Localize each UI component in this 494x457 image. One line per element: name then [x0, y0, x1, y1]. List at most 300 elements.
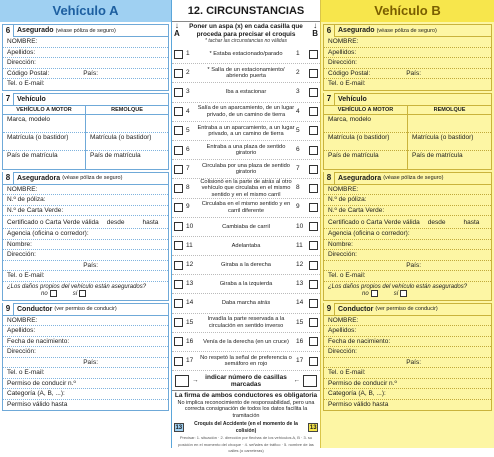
field-label: Categoría (A, B, ...):	[328, 390, 386, 397]
circumstance-row	[172, 83, 320, 102]
circumstance-checkbox-a[interactable]	[174, 299, 183, 308]
section-subtitle: (véase póliza de seguro)	[376, 27, 437, 34]
circumstance-checkbox-a[interactable]	[174, 184, 183, 193]
circumstance-number: 15	[186, 318, 194, 326]
field-label: Agencia (oficina o corredor):	[7, 230, 89, 237]
column-b-label: B	[312, 28, 318, 38]
agency-name-field-b[interactable]	[324, 240, 491, 251]
section-title: Aseguradora	[338, 174, 382, 182]
reg-country-field-a[interactable]	[3, 151, 85, 169]
circumstance-number: 1	[186, 49, 190, 57]
license-field-a[interactable]	[3, 379, 168, 390]
driver-section-a	[2, 303, 169, 412]
circumstance-checkbox-b[interactable]	[309, 241, 318, 250]
circumstance-row	[172, 103, 320, 122]
field-label: Apellidos:	[328, 327, 357, 334]
arrow-down-a-icon: ↓ A	[174, 21, 180, 38]
field-label: País de matrícula	[412, 151, 463, 159]
circumstance-row	[172, 352, 320, 371]
field-label: Apellidos:	[7, 327, 36, 334]
croquis-row	[174, 421, 318, 434]
field-label: País de matrícula	[7, 151, 58, 159]
circumstance-checkbox-b[interactable]	[309, 318, 318, 327]
yes-label: sí	[72, 290, 78, 297]
section-title: Aseguradora	[17, 174, 61, 182]
driver-phone-field-a[interactable]	[3, 368, 168, 379]
vehicle-section-a	[2, 93, 169, 170]
driver-birth-field-a[interactable]	[3, 337, 168, 348]
agency-phone-field-b[interactable]	[324, 271, 491, 282]
field-label: Código Postal:	[328, 69, 371, 77]
certificate-field-b[interactable]	[324, 216, 491, 229]
circumstance-checkbox-b[interactable]	[309, 107, 318, 116]
circumstance-number: 16	[186, 337, 194, 345]
agency-address-field-a[interactable]	[3, 250, 168, 261]
license-field-b[interactable]	[324, 379, 491, 390]
field-label: País:	[83, 69, 98, 77]
field-label: N.º de póliza:	[328, 196, 367, 203]
insured-address-field-b[interactable]	[324, 58, 491, 69]
circumstance-row	[172, 64, 320, 83]
circumstance-number: 8	[186, 184, 190, 192]
circumstance-number: 4	[186, 107, 190, 115]
field-label: Permiso de conducir n.º	[7, 379, 76, 387]
total-box-a[interactable]	[175, 375, 189, 387]
vehicle-b-title: Vehículo B	[321, 0, 494, 22]
field-label: NOMBRE:	[328, 185, 359, 193]
field-label: ¿Los daños propios del vehículo están asegurados?	[7, 283, 147, 290]
field-label: Tel. o E-mail:	[328, 369, 366, 376]
insured-section-a	[2, 24, 169, 91]
driver-country-field-b[interactable]	[324, 358, 491, 369]
circumstance-checkbox-a[interactable]	[174, 357, 183, 366]
field-label: Nombre:	[7, 240, 32, 248]
circumstance-number: 14	[186, 299, 194, 307]
circumstance-checkbox-a[interactable]	[174, 107, 183, 116]
insured-section-b	[323, 24, 492, 91]
damage-insured-question-a	[3, 282, 168, 300]
circumstance-number: 9	[296, 203, 300, 211]
circumstance-checkbox-a[interactable]	[174, 126, 183, 135]
field-label: hasta	[463, 219, 480, 226]
circumstance-checkbox-b[interactable]	[309, 357, 318, 366]
driver-name-field-b[interactable]	[324, 316, 491, 327]
yes-label: sí	[393, 290, 399, 297]
circumstance-checkbox-b[interactable]	[309, 261, 318, 270]
circumstance-checkbox-a[interactable]	[174, 241, 183, 250]
field-label: Tel. o E-mail:	[328, 272, 366, 279]
damage-insured-question-b	[324, 282, 491, 300]
croquis-number-b: 13	[309, 425, 317, 432]
circumstance-number: 11	[296, 241, 303, 249]
insurer-name-field-b[interactable]	[324, 185, 491, 196]
field-label: País:	[83, 261, 98, 269]
circumstance-number: 4	[296, 107, 300, 115]
insurer-section-a	[2, 172, 169, 301]
section-number: 8	[3, 172, 14, 184]
circumstance-checkbox-a[interactable]	[174, 280, 183, 289]
circumstance-checkbox-b[interactable]	[309, 126, 318, 135]
field-label: N.º de Carta Verde:	[328, 206, 385, 214]
circumstance-checkbox-a[interactable]	[174, 222, 183, 231]
circumstance-number: 7	[296, 165, 300, 173]
valid-until-field-a[interactable]	[3, 400, 168, 411]
section-title: Vehículo	[17, 95, 46, 103]
circumstance-text: No respetó la señal de preferencia o semáforo en rojo	[200, 354, 292, 368]
driver-phone-field-b[interactable]	[324, 368, 491, 379]
driver-address-field-a[interactable]	[3, 347, 168, 358]
circumstances-instruction	[172, 22, 320, 38]
insured-surname-field-b[interactable]	[324, 48, 491, 59]
trailer-country-field-b[interactable]	[408, 151, 491, 169]
agency-address-field-b[interactable]	[324, 250, 491, 261]
circumstance-checkbox-a[interactable]	[174, 69, 183, 78]
insured-name-field-b[interactable]	[324, 37, 491, 48]
section-title: Vehículo	[338, 95, 367, 103]
circumstance-number: 2	[186, 69, 190, 77]
circumstance-row	[172, 333, 320, 352]
circumstance-checkbox-a[interactable]	[174, 318, 183, 327]
policy-field-a[interactable]	[3, 195, 168, 206]
vehicle-header-a	[3, 94, 168, 106]
circumstance-number: 12	[296, 261, 304, 268]
make-field-a[interactable]	[3, 115, 85, 133]
yes-checkbox-b[interactable]	[400, 290, 407, 297]
trailer-column	[408, 106, 491, 169]
insured-phone-field-b[interactable]	[324, 79, 491, 90]
field-label: Marca, modelo	[7, 115, 50, 123]
circumstance-number: 15	[296, 318, 304, 326]
field-label: Dirección:	[7, 348, 36, 355]
signature-heading: La firma de ambos conductores es obligatoria	[174, 392, 318, 400]
section-number: 6	[324, 25, 335, 37]
circumstance-checkbox-b[interactable]	[309, 280, 318, 289]
circumstance-number: 7	[186, 165, 190, 173]
circumstances-column	[172, 0, 320, 454]
circumstance-row	[172, 275, 320, 294]
circumstance-number: 2	[296, 69, 300, 77]
circumstance-number: 8	[296, 184, 300, 192]
driver-surname-field-b[interactable]	[324, 326, 491, 337]
field-label: Matrícula (o bastidor)	[7, 133, 69, 141]
croquis-instructions: Precisar: 1. situación · 2. dirección por flechas de los vehículos A, B · 3. su posición en el momento del choque · 4. señales de tráfico · 5. nombre de las calles (o carreteras)	[178, 435, 314, 454]
driver-surname-field-a[interactable]	[3, 326, 168, 337]
section-number: 9	[3, 303, 14, 315]
plate-field-a[interactable]	[3, 133, 85, 151]
motor-vehicle-column	[3, 106, 86, 169]
insured-address-field-a[interactable]	[3, 58, 168, 69]
vehicle-columns-a	[3, 106, 168, 169]
circumstance-checkbox-a[interactable]	[174, 203, 183, 212]
arrow-down-b-icon: ↓ B	[312, 21, 318, 38]
agency-field-b[interactable]	[324, 229, 491, 240]
circumstance-checkbox-a[interactable]	[174, 165, 183, 174]
field-label: Tel. o E-mail:	[7, 369, 45, 376]
circumstance-checkbox-b[interactable]	[309, 165, 318, 174]
circumstance-text: Giraba a la izquierda	[219, 281, 273, 288]
trailer-plate-field-a[interactable]	[86, 133, 168, 151]
section-title: CIRCUNSTANCIAS	[206, 5, 305, 17]
field-label: Tel. o E-mail:	[7, 80, 45, 87]
circumstance-checkbox-b[interactable]	[309, 299, 318, 308]
circumstance-text: Entraba a una plaza de sentido giratorio	[206, 143, 286, 157]
strike-note: * tachar las circunstancias no válidas	[205, 38, 287, 44]
insured-postcode-field-a[interactable]	[3, 69, 168, 80]
field-label: ¿Los daños propios del vehículo están asegurados?	[328, 283, 468, 290]
trailer-country-field-a[interactable]	[86, 151, 168, 169]
vehicle-section-b	[323, 93, 492, 170]
plate-field-b[interactable]	[324, 133, 407, 151]
field-label: País de matrícula	[328, 151, 379, 159]
field-label: Permiso válido hasta	[7, 400, 68, 408]
field-label: NOMBRE:	[328, 316, 359, 324]
insured-phone-field-a[interactable]	[3, 79, 168, 90]
vehicle-a-column	[0, 0, 172, 448]
croquis-number-a: 13	[175, 425, 183, 432]
section-subtitle: (ver permiso de conducir)	[54, 306, 117, 312]
circumstance-row	[172, 199, 320, 218]
field-label: Fecha de nacimiento:	[328, 337, 391, 345]
field-label: Matrícula (o bastidor)	[412, 133, 474, 141]
insured-postcode-field-b[interactable]	[324, 69, 491, 80]
total-box-b[interactable]	[303, 375, 317, 387]
yes-checkbox-a[interactable]	[79, 290, 86, 297]
circumstance-checkbox-b[interactable]	[309, 50, 318, 59]
insurer-header-b	[324, 173, 491, 185]
marked-total-row	[172, 371, 320, 391]
circumstance-text: Salía de un aparcamiento, de un lugar privado, de un camino de tierra	[197, 105, 295, 118]
circumstance-checkbox-a[interactable]	[174, 337, 183, 346]
trailer-label: REMOLQUE	[86, 106, 168, 115]
driver-header-a	[3, 304, 168, 316]
circumstance-number: 9	[186, 203, 190, 211]
circumstance-text: Iba a estacionar	[225, 89, 267, 96]
circumstance-checkbox-b[interactable]	[309, 184, 318, 193]
circumstance-text: Colisionó en la parte de atrás al otro vehículo que circulaba en el mismo sentido y en el mismo carril	[200, 178, 292, 198]
driver-country-field-a[interactable]	[3, 358, 168, 369]
field-label: País:	[83, 358, 98, 366]
field-label: desde	[427, 219, 446, 226]
insured-surname-field-a[interactable]	[3, 48, 168, 59]
circumstance-number: 3	[296, 88, 300, 96]
section-subtitle: (ver permiso de conducir)	[375, 306, 438, 312]
section-title: Conductor	[338, 305, 374, 313]
circumstances-title	[172, 0, 320, 22]
no-label: no	[362, 290, 369, 297]
circumstance-number: 5	[296, 126, 300, 134]
field-label: Apellidos:	[7, 48, 36, 56]
agency-phone-field-a[interactable]	[3, 271, 168, 282]
category-field-a[interactable]	[3, 389, 168, 400]
section-number: 12.	[187, 5, 204, 17]
circumstance-checkbox-b[interactable]	[309, 222, 318, 231]
field-label: Dirección:	[7, 251, 36, 258]
no-checkbox-a[interactable]	[50, 290, 57, 297]
field-label: Dirección:	[328, 348, 357, 355]
field-label: Permiso de conducir n.º	[328, 379, 397, 387]
agency-field-a[interactable]	[3, 229, 168, 240]
field-label: Agencia (oficina o corredor):	[328, 230, 410, 237]
circumstance-checkbox-a[interactable]	[174, 88, 183, 97]
field-label: País de matrícula	[90, 151, 141, 159]
circumstance-text: Circulaba por una plaza de sentido giratorio	[202, 162, 290, 176]
trailer-plate-field-b[interactable]	[408, 133, 491, 151]
field-label: desde	[106, 219, 125, 226]
field-label: Matrícula (o bastidor)	[328, 133, 390, 141]
no-checkbox-b[interactable]	[371, 290, 378, 297]
circumstance-row	[172, 122, 320, 141]
policy-field-b[interactable]	[324, 195, 491, 206]
driver-section-b	[323, 303, 492, 412]
circumstance-number: 1	[296, 49, 300, 57]
circumstance-checkbox-b[interactable]	[309, 203, 318, 212]
field-label: Dirección:	[7, 59, 36, 66]
driver-address-field-b[interactable]	[324, 347, 491, 358]
circumstance-number: 11	[186, 241, 193, 249]
circumstance-row	[172, 160, 320, 179]
driver-name-field-a[interactable]	[3, 316, 168, 327]
instruction-text: Poner un aspa (x) en cada casilla que proceda para precisar el croquis	[189, 23, 303, 38]
vehicle-header-b	[324, 94, 491, 106]
section-number: 8	[324, 172, 335, 184]
make-field-b[interactable]	[324, 115, 407, 133]
trailer-column	[86, 106, 168, 169]
category-field-b[interactable]	[324, 389, 491, 400]
circumstance-checkbox-b[interactable]	[309, 88, 318, 97]
circumstance-number: 13	[296, 280, 304, 288]
circumstance-row	[172, 256, 320, 275]
field-label: N.º de póliza:	[7, 196, 46, 203]
circumstance-text: Daba marcha atrás	[221, 300, 271, 307]
field-label: Certificado o Carta Verde válida	[328, 219, 420, 226]
circumstance-text: Entraba a un aparcamiento, a un lugar privado, a un camino de tierra	[197, 124, 295, 137]
section-number: 7	[3, 93, 14, 105]
section-title: Conductor	[17, 305, 53, 313]
circumstance-number: 6	[296, 145, 300, 153]
reg-country-field-b[interactable]	[324, 151, 407, 169]
insured-header-a	[3, 25, 168, 37]
circumstance-checkbox-b[interactable]	[309, 337, 318, 346]
field-label: Marca, modelo	[328, 115, 371, 123]
motor-vehicle-label: VEHÍCULO A MOTOR	[3, 106, 85, 115]
circumstance-text: Invadía la parte reservada a la circulación en sentido inverso	[207, 316, 285, 329]
circumstance-text: * Salía de un estacionamiento/ abriendo puerta	[207, 66, 285, 80]
field-label: Matrícula (o bastidor)	[90, 133, 152, 141]
circumstance-text: Adelantaba	[231, 242, 261, 249]
insured-header-b	[324, 25, 491, 37]
circumstance-checkbox-a[interactable]	[174, 50, 183, 59]
circumstance-row	[172, 218, 320, 237]
circumstance-number: 10	[186, 222, 194, 230]
circumstance-number: 5	[186, 126, 190, 134]
circumstance-text: Circulaba en el mismo sentido y en carril diferente	[201, 201, 291, 214]
field-label: País:	[406, 261, 421, 269]
field-label: hasta	[142, 219, 159, 226]
field-label: NOMBRE:	[328, 38, 359, 45]
agency-name-field-a[interactable]	[3, 240, 168, 251]
circumstance-row	[172, 314, 320, 333]
section-title: Asegurado	[338, 27, 375, 34]
field-label: Dirección:	[328, 59, 357, 66]
field-label: Categoría (A, B, ...):	[7, 390, 65, 397]
circumstance-number: 6	[186, 145, 190, 153]
section-subtitle: (véase póliza de seguro)	[383, 175, 444, 181]
field-label: Nombre:	[328, 240, 353, 248]
field-label: Tel. o E-mail:	[328, 80, 366, 87]
driver-header-b	[324, 304, 491, 316]
circumstance-row	[172, 294, 320, 313]
field-label: N.º de Carta Verde:	[7, 206, 64, 214]
field-label: Fecha de nacimiento:	[7, 337, 70, 345]
field-label: NOMBRE:	[7, 185, 38, 193]
circumstance-checkbox-a[interactable]	[174, 146, 183, 155]
trailer-label: REMOLQUE	[408, 106, 491, 115]
circumstance-row	[172, 237, 320, 256]
green-card-field-a[interactable]	[3, 206, 168, 217]
circumstance-number: 16	[296, 337, 304, 345]
field-label: Certificado o Carta Verde válida	[7, 219, 99, 226]
valid-until-field-b[interactable]	[324, 400, 491, 411]
driver-birth-field-b[interactable]	[324, 337, 491, 348]
section-number: 9	[324, 303, 335, 315]
certificate-field-a[interactable]	[3, 216, 168, 229]
field-label: Código Postal:	[7, 69, 50, 77]
circumstance-row	[172, 141, 320, 160]
circumstance-number: 13	[186, 280, 194, 288]
section-subtitle: (véase póliza de seguro)	[55, 27, 116, 34]
circumstance-checkbox-a[interactable]	[174, 261, 183, 270]
field-label: NOMBRE:	[7, 316, 38, 324]
section-number: 6	[3, 25, 14, 37]
motor-vehicle-label: VEHÍCULO A MOTOR	[324, 106, 407, 115]
field-label: Dirección:	[328, 251, 357, 258]
croquis-label: Croquis del Accidente (en el momento de la colisión)	[194, 421, 298, 434]
circumstance-number: 3	[186, 88, 190, 96]
circumstance-number: 17	[186, 356, 194, 364]
circumstance-row	[172, 179, 320, 198]
section-subtitle: (véase póliza de seguro)	[62, 175, 123, 181]
circumstance-text: Cambiaba de carril	[222, 223, 270, 230]
circumstance-checkbox-b[interactable]	[309, 69, 318, 78]
agency-country-field-a[interactable]	[3, 261, 168, 272]
circumstance-text: * Estaba estacionado/parado	[209, 50, 283, 57]
column-a-label: A	[174, 28, 180, 38]
insured-name-field-a[interactable]	[3, 37, 168, 48]
insurer-name-field-a[interactable]	[3, 185, 168, 196]
green-card-field-b[interactable]	[324, 206, 491, 217]
field-label: País:	[406, 358, 421, 366]
circumstance-text: Giraba a la derecha	[221, 262, 271, 268]
agency-country-field-b[interactable]	[324, 261, 491, 272]
trailer-spacer-field[interactable]	[408, 115, 491, 133]
insurer-section-b	[323, 172, 492, 301]
insurer-header-a	[3, 173, 168, 185]
circumstance-checkbox-b[interactable]	[309, 146, 318, 155]
field-label: Apellidos:	[328, 48, 357, 56]
circumstance-list	[172, 45, 320, 371]
vehicle-a-title: Vehículo A	[0, 0, 171, 22]
section-number: 7	[324, 93, 335, 105]
field-label: Permiso válido hasta	[328, 400, 389, 408]
section-title: Asegurado	[17, 27, 54, 34]
field-label: País:	[406, 69, 421, 77]
no-label: no	[41, 290, 48, 297]
circumstance-number: 12	[186, 261, 194, 268]
circumstance-text: Venía de la derecha (en un cruce)	[203, 338, 289, 345]
trailer-spacer-field[interactable]	[86, 115, 168, 133]
vehicle-columns-b	[324, 106, 491, 169]
circumstance-number: 14	[296, 299, 304, 307]
